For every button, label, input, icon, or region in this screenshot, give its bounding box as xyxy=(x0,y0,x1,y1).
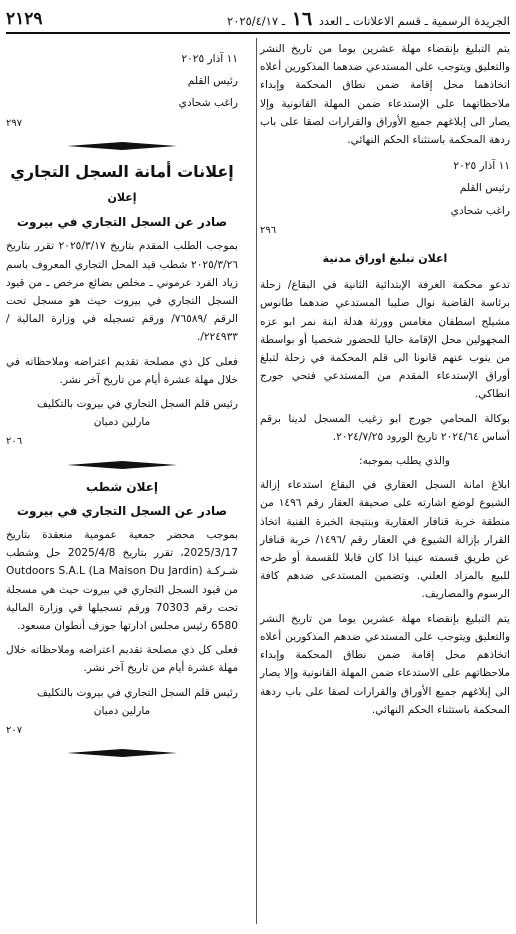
right-column xyxy=(260,40,510,725)
notice-paragraph: بوكالة المحامي جورج ابو زغيب المسجل لدينا برقم أساس ٢٠٢٤/٦٤ تاريخ الورود ٢٠٢٤/٧/٢٥. xyxy=(260,412,510,443)
ad-signer-role: رئيس قلم السجل التجاري في بيروت بالتكليف xyxy=(36,398,238,411)
page-number: ٢١٢٩ xyxy=(6,9,43,29)
signature-date: ١١ آذار ٢٠٢٥ xyxy=(181,53,238,65)
ad-paragraph: فعلى كل ذي مصلحة تقديم اعتراضه وملاحظاته في خلال مهلة عشرة أيام من تاريخ آخر نشر. xyxy=(6,355,238,386)
left-column xyxy=(6,40,238,764)
separator-rule xyxy=(6,139,238,153)
ad-issuer: صادر عن السجل التجاري في بيروت xyxy=(16,215,228,230)
ad-label: إعلان شطب xyxy=(85,479,159,494)
notice-title: اعلان تبليغ اوراق مدنية xyxy=(322,252,448,266)
notice-paragraph: يتم التبليغ بإنقضاء مهلة عشرين يوما من تاريخ النشر والتعليق ويتوجب على المستدعي ضدهما المذكورين أعلاه اتخاذهما محل إقامة ضمن نطاق المحكمة وإبداء ملاحظاتهما على الإستدعاء ضمن المهلة القانونية وإلا يصار الى إبلاغهم جميع الأوراق والقرارات لصقا على باب ردهة المحكمة باستثناء الحكم النهائي. xyxy=(260,43,510,147)
page-header xyxy=(6,6,510,34)
header-title xyxy=(227,8,510,30)
signature-name: راغب شحادي xyxy=(178,97,238,110)
notice-number: ٢٠٧ xyxy=(6,725,23,737)
ad-paragraph: بموجب محضر جمعية عمومية منعقدة بتاريخ 2025/3/17، تقرر بتاريخ 2025/4/8 حل وشطب شـركـة Outdoors S.A.L (La Maison Du Jardin) من قيود السجل التجاري في بيروت حيث هي مسجلة تحت رقم 70303 ورقم تسجيلها في وزارة المالية 6580 رئيس مجلس ادارتها جوزف أنطوان مسعود. xyxy=(6,529,238,633)
notice-paragraph: ابلاغ امانة السجل العقاري في البقاع استدعاء إزالة الشيوع لوضع اشارته على صحيفة العقار رقم ١٤٩٦ من منطقة خربة قنافار العقارية وبنتيجة الخبرة الفنية اتخاذ القرار بإزالة الشيوع في العقار رقم /١٤٩٦/ خربة قنافار عن طريق قسمته عينيا اذا كان قابلا للقسمة أو طرحه للبيع بالمزاد العلني. وتضمين المستدعى ضدهم كافة الرسوم والمصاريف. xyxy=(260,479,510,601)
signature-role: رئيس القلم xyxy=(459,182,510,195)
notice-number: ٢٩٦ xyxy=(260,224,277,236)
column-divider xyxy=(256,38,257,924)
ad-signer-role: رئيس قلم السجل التجاري في بيروت بالتكليف xyxy=(36,686,238,699)
ad-signer-name: مارلين دميان xyxy=(93,704,151,717)
separator-rule xyxy=(6,458,238,472)
ad-paragraph: فعلى كل ذي مصلحة تقديم اعتراضه وملاحظاته خلال مهلة عشرة أيام من تاريخ آخر نشر. xyxy=(6,644,238,675)
issue-number: ١٦ xyxy=(291,8,313,30)
gazette-name: الجريدة الرسمية ـ قسم الاعلانات ـ العدد xyxy=(318,14,510,28)
notice-paragraph: تدعو محكمة الغرفة الإبتدائية الثانية في البقاع/ زحلة برئاسة القاضية نوال صليبا المستدعي ضدهما طانوس مشيلح اسطفان مغامس وورثة هدلة ابنة نمر ابو عزه المجهولين محل الإقامة حاليا للحضور شخصيا أو بواسطة من ينوب عنهم قانونا الى قلم المحكمة في زحلة لتبلغ أوراق الإستدعاء المقدم من المستدعي فتحي جورج انطاكي. xyxy=(260,279,510,401)
signature-role: رئيس القلم xyxy=(187,75,238,88)
notice-paragraph: والذي يطلب بموجبه: xyxy=(359,455,450,468)
issue-date: ـ ٢٠٢٥/٤/١٧ xyxy=(227,14,286,28)
notice-paragraph: يتم التبليغ بإنقضاء مهلة عشرين يوما من تاريخ النشر والتعليق ويتوجب على المستدعي ضدهم المذكورين أعلاه اتخاذهم محل إقامة ضمن نطاق المحكمة وإبداء ملاحظاتهم على الاستدعاء ضمن المهلة القانونية وإلا يصار الى إبلاغهم جميع الأوراق والقرارات لصقا على باب ردهة المحكمة باستثناء الحكم النهائي. xyxy=(260,612,510,716)
section-title: إعلانات أمانة السجل التجاري xyxy=(10,161,234,181)
ad-issuer: صادر عن السجل التجاري في بيروت xyxy=(16,503,228,518)
ad-label: إعلان xyxy=(107,191,137,205)
ad-paragraph: بموجب الطلب المقدم بتاريخ ٢٠٢٥/٣/١٧ تقرر بتاريخ ٢٠٢٥/٣/٢٦ شطب قيد المحل التجاري المعروف باسم زياد الفرد عرموني ـ مخلص بضائع مرخص ـ من قيود السجل التجاري في بيروت حيث هو مسجل تحت الرقم /٧٦٥٨٩/ ورقم تسجيله في وزارة المالية /٢٢٤٩٣٣/. xyxy=(6,240,239,344)
notice-number: ٢٩٧ xyxy=(6,117,23,129)
ad-signer-name: مارلين دميان xyxy=(93,416,151,429)
notice-number: ٢٠٦ xyxy=(6,436,23,448)
signature-name: راغب شحادي xyxy=(450,204,510,217)
separator-rule xyxy=(6,746,238,760)
signature-date: ١١ آذار ٢٠٢٥ xyxy=(453,160,510,173)
